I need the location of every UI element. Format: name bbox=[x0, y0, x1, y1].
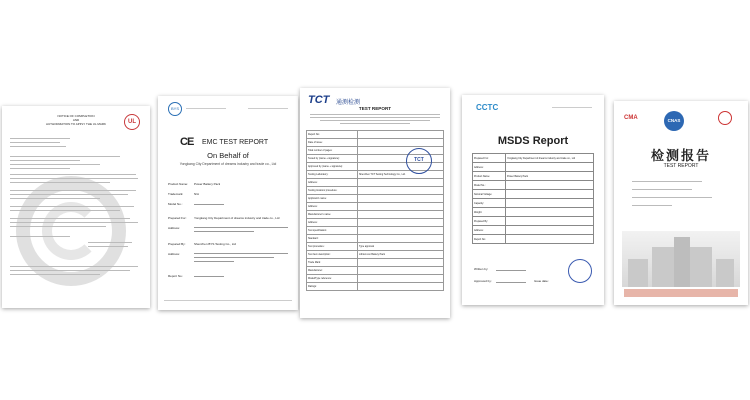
doc1-heading-line2: AND bbox=[72, 118, 80, 122]
written-by-label: Written by: bbox=[474, 267, 489, 271]
row-value: Shenzhen BYS Testing Co., Ltd bbox=[194, 242, 236, 246]
tct-logo-cn: 通测检测 bbox=[336, 99, 361, 106]
ce-mark-icon: CE bbox=[180, 136, 194, 148]
footer-banner bbox=[624, 289, 738, 297]
ul-logo-icon: UL bbox=[124, 114, 140, 130]
doc1-heading-line3: AUTHORIZATION TO APPLY THE UL MARK bbox=[45, 122, 107, 126]
tct-report-document bbox=[300, 88, 450, 318]
tct-stamp-icon: TCT bbox=[406, 148, 432, 174]
tct-logo-icon: TCT bbox=[308, 94, 330, 106]
msds-report-document bbox=[462, 95, 604, 305]
row-label: Address: bbox=[168, 252, 180, 256]
bys-logo-icon: BYS bbox=[168, 102, 182, 116]
row-value: Yongkang City Department of dreams industry and trade co., Ltd bbox=[194, 216, 280, 220]
msds-report-table: Prepared For: Yongkang City Department of dreams industry and trade co., Ltd Address: Product Name: Power Battery Pack Model No.: Nominal Voltage: Capacity: Weight: Prepared By: Address: Report No.: bbox=[472, 153, 594, 244]
emc-report-document bbox=[158, 96, 298, 310]
row-label: Address: bbox=[168, 226, 180, 230]
cnas-logo-icon: CNAS bbox=[664, 111, 684, 131]
issue-date-label: Issue date: bbox=[534, 279, 549, 283]
row-label: Trademark: bbox=[168, 192, 184, 196]
building-illustration bbox=[622, 231, 740, 287]
on-behalf-text: On Behalf of bbox=[207, 151, 249, 160]
emc-report-title: EMC TEST REPORT bbox=[202, 139, 269, 146]
msds-stamp-icon bbox=[568, 259, 592, 283]
cn-report-title: 检测报告 bbox=[650, 149, 711, 164]
cn-test-report-document bbox=[614, 101, 748, 305]
en-report-title: TEST REPORT bbox=[663, 163, 699, 169]
row-label: Model No.: bbox=[168, 202, 183, 206]
row-label: Prepared For: bbox=[168, 216, 187, 220]
tct-report-table: Report No.: Date of issue: Total number of pages: Tested by (name + signature): Approved by (name + signature): Testing Laboratory: Shenzhen TCT Testing Technology Co., Ltd. Address: Testing location/ procedure: Applicant's name: Address: Manufacturer's name: Address: Test specification: Standard: Test procedure: Type approval Test Item description: Lithium-ion Battery Pack Trade Mark: Manufacturer: Model/Type reference: Ratings: bbox=[306, 130, 444, 291]
cma-logo-icon: CMA bbox=[624, 115, 638, 121]
cctc-logo-icon: CCTC bbox=[476, 103, 499, 112]
doc1-heading-line1: NOTICE OF COMPLETION bbox=[57, 114, 95, 118]
row-label: Prepared By: bbox=[168, 242, 186, 246]
row-label: Report No.: bbox=[168, 274, 184, 278]
row-label: Product Name: bbox=[168, 182, 189, 186]
tct-report-title: TEST REPORT bbox=[358, 106, 392, 111]
msds-report-title: MSDS Report bbox=[497, 135, 569, 147]
row-value: Power Battery Pack bbox=[194, 182, 221, 186]
company-name: Yongkang City Department of dreams industry and trade co., Ltd bbox=[179, 162, 277, 166]
approved-by-label: Approved by: bbox=[474, 279, 492, 283]
lab-seal-icon bbox=[718, 111, 732, 125]
row-value: N/A bbox=[194, 192, 200, 196]
ul-notice-document bbox=[2, 106, 150, 308]
